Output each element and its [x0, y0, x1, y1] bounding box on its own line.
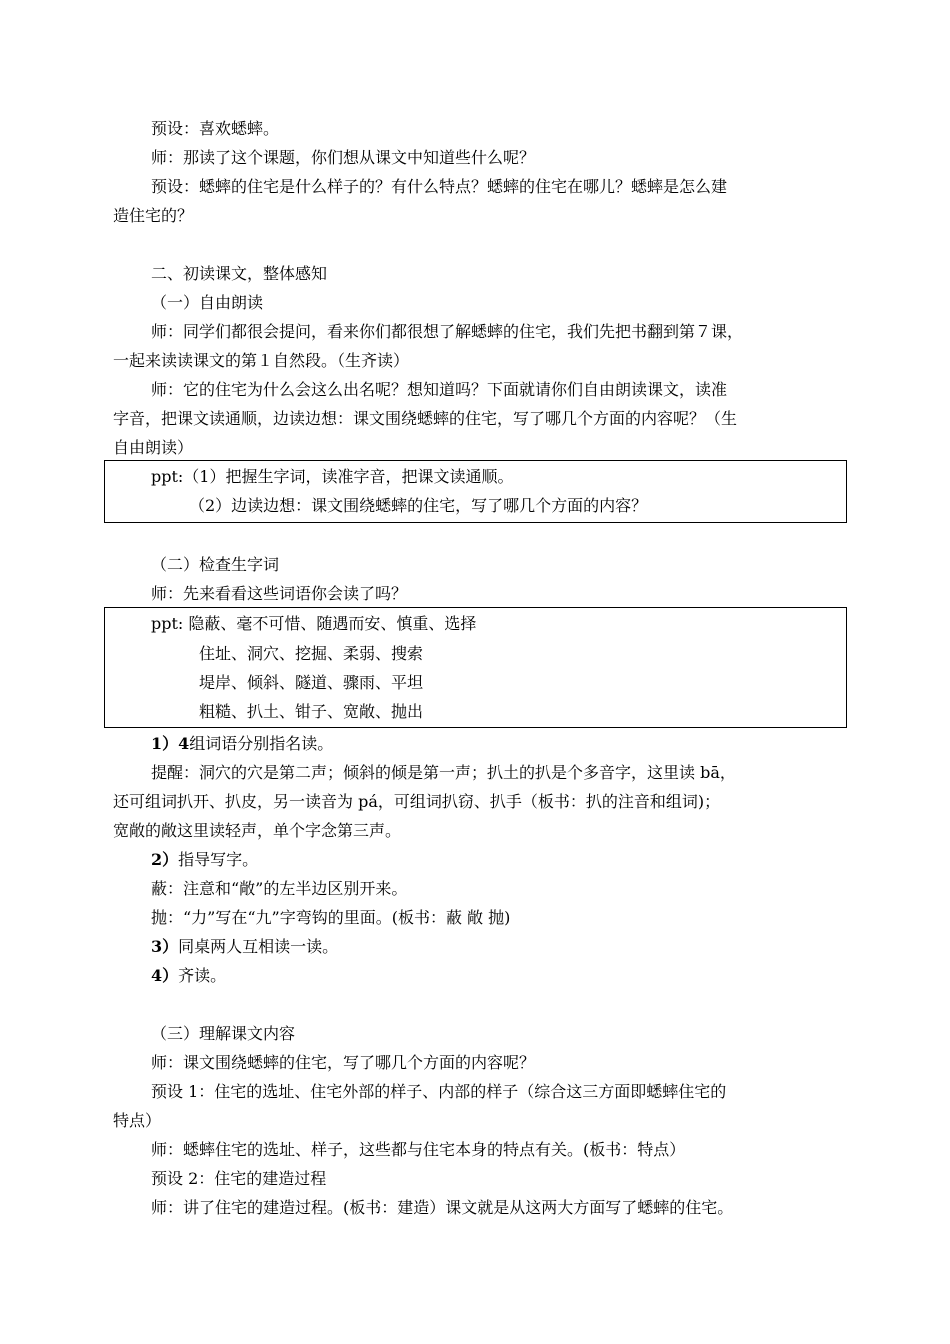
step-4-text: 齐读。 — [178, 966, 227, 985]
step-1-text: 组词语分别指名读。 — [189, 734, 334, 753]
vocab-group-4: 粗糙、扒土、钳子、宽敞、抛出 — [199, 702, 424, 721]
section-heading: 二、初读课文，整体感知 — [151, 264, 328, 283]
preset-questions-line2: 造住宅的？ — [113, 206, 194, 225]
teacher-para1-line2: 一起来读读课文的第１自然段。（生齐读） — [113, 351, 410, 370]
teacher-features-note: 师：蟋蟀住宅的选址、样子，这些都与住宅本身的特点有关。(板书：特点） — [151, 1140, 686, 1159]
reminder-line1: 提醒：洞穴的穴是第二声；倾斜的倾是第一声；扒土的扒是个多音字，这里读 bā， — [151, 763, 736, 782]
teacher-para2-line2: 字音，把课文读通顺，边读边想：课文围绕蟋蟀的住宅，写了哪几个方面的内容呢？（生 — [113, 409, 738, 428]
teacher-construction-note: 师：讲了住宅的建造过程。(板书：建造）课文就是从这两大方面写了蟋蟀的住宅。 — [151, 1198, 734, 1217]
step-3-number: 3） — [151, 937, 179, 956]
teacher-para1-line1: 师：同学们都很会提问，看来你们都很想了解蟋蟀的住宅，我们先把书翻到第７课， — [151, 322, 744, 341]
preset-like-crickets: 预设：喜欢蟋蟀。 — [151, 119, 280, 138]
subsection-check-words: （二）检查生字词 — [151, 555, 280, 574]
preset-1-line1: 预设 1：住宅的选址、住宅外部的样子、内部的样子（综合这三方面即蟋蟀住宅的 — [151, 1082, 727, 1101]
step-4 — [151, 966, 226, 986]
step-2 — [151, 850, 258, 870]
step-1-number: 1）4 — [151, 734, 190, 753]
teacher-words-question: 师：先来看看这些词语你会读了吗？ — [151, 584, 408, 603]
teacher-content-question: 师：课文围绕蟋蟀的住宅，写了哪几个方面的内容呢？ — [151, 1053, 536, 1072]
preset-2: 预设 2：住宅的建造过程 — [151, 1169, 327, 1188]
reminder-line2: 还可组词扒开、扒皮，另一读音为 pá，可组词扒窃、扒手（板书：扒的注音和组词)； — [113, 792, 721, 811]
step-4-number: 4） — [151, 966, 179, 985]
step-2-number: 2） — [151, 850, 179, 869]
teacher-para2-line1: 师：它的住宅为什么会这么出名呢？想知道吗？下面就请你们自由朗读课文，读准 — [151, 380, 728, 399]
step-1 — [151, 734, 333, 754]
ppt-task-1: ppt:（1）把握生字词，读准字音，把课文读通顺。 — [151, 467, 514, 486]
writing-note-pao: 抛：“力”写在“九”字弯钩的里面。(板书：蔽 敞 抛) — [151, 908, 511, 927]
vocab-group-1: ppt: 隐蔽、毫不可惜、随遇而安、慎重、选择 — [151, 614, 477, 633]
preset-questions-line1: 预设：蟋蟀的住宅是什么样子的？有什么特点？蟋蟀的住宅在哪儿？蟋蟀是怎么建 — [151, 177, 728, 196]
step-3-text: 同桌两人互相读一读。 — [178, 937, 339, 956]
vocab-group-3: 堤岸、倾斜、隧道、骤雨、平坦 — [199, 673, 424, 692]
ppt-task-2: （2）边读边想：课文围绕蟋蟀的住宅，写了哪几个方面的内容？ — [189, 496, 648, 515]
subsection-free-reading: （一）自由朗读 — [151, 293, 264, 312]
teacher-para2-line3: 自由朗读） — [113, 438, 194, 457]
step-2-text: 指导写字。 — [178, 850, 259, 869]
reminder-line3: 宽敞的敞这里读轻声，单个字念第三声。 — [113, 821, 402, 840]
preset-1-line2: 特点） — [113, 1111, 162, 1130]
vocab-group-2: 住址、洞穴、挖掘、柔弱、搜索 — [199, 644, 424, 663]
writing-note-bi: 蔽：注意和“敞”的左半边区别开来。 — [151, 879, 408, 898]
subsection-understand-text: （三）理解课文内容 — [151, 1024, 296, 1043]
teacher-question-line: 师：那读了这个课题，你们想从课文中知道些什么呢？ — [151, 148, 536, 167]
step-3 — [151, 937, 338, 957]
